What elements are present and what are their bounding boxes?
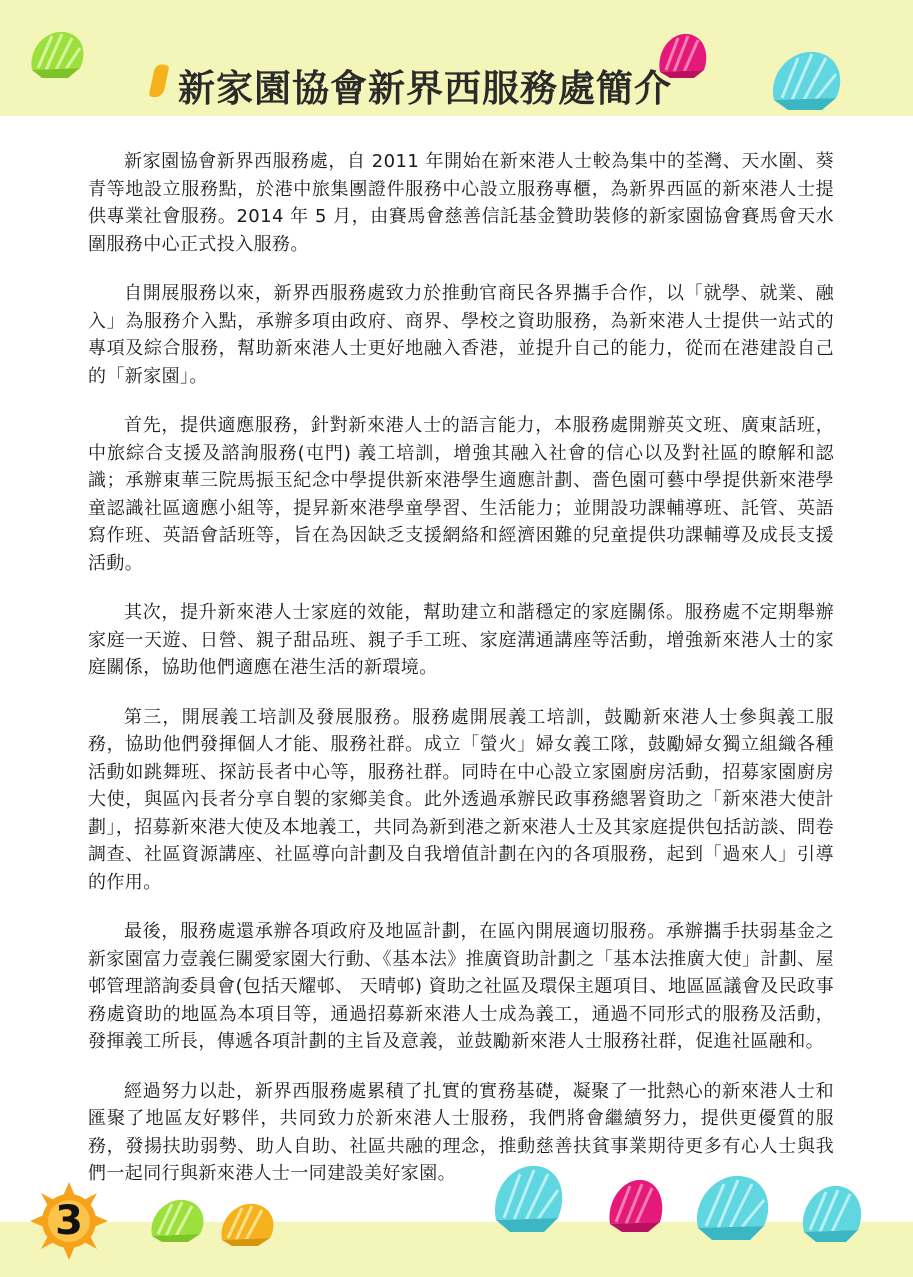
paragraph-conclusion: 經過努力以赴，新界西服務處累積了扎實的實務基礎，凝聚了一批熱心的新來港人士和匯聚了地區友好夥伴，共同致力於新來港人士服務，我們將會繼續努力，提供更優質的服務，發揚扶助弱勢、助人自助、社區共融的理念，推動慈善扶貧事業期待更多有心人士與我們一起同行與新來港人士一同建設美好家園。 (88, 1080, 834, 1184)
paragraph-volunteer: 第三，開展義工培訓及發展服務。服務處開展義工培訓，鼓勵新來港人士參與義工服務，協助他們發揮個人才能、服務社群。成立「螢火」婦女義工隊，鼓勵婦女獨立組織各種活動如跳舞班、探訪長者中心等，服務社群。同時在中心設立家園廚房活動，招募家園廚房大使，與區內長者分享自製的家鄉美食。此外透過承辦民政事務總署資助之「新來港大使計劃」，招募新來港大使及本地義工，共同為新到港之新來港人士及其家庭提供包括訪談、問卷調查、社區資源講座、社區導向計劃及自我增值計劃在內的各項服務，起到「過來人」引導的作用。 (88, 706, 834, 893)
page-title: 新家園協會新界西服務處簡介 (178, 67, 672, 110)
seashell-icon (796, 1182, 868, 1244)
seashell-icon (146, 1196, 208, 1244)
paragraph-family: 其次，提升新來港人士家庭的效能，幫助建立和諧穩定的家庭關係。服務處不定期舉辦家庭一天遊、日營、親子甜品班、親子手工班、家庭溝通講座等活動，增強新來港人士的家庭關係，協助他們適應在港生活的新環境。 (88, 602, 834, 678)
paragraph-intro: 新家園協會新界西服務處，自 2011 年開始在新來港人士較為集中的荃灣、天水圍、葵青等地設立服務點，於港中旅集團證件服務中心設立服務專櫃，為新界西區的新來港人士提供專業社會服務。2014 年 5 月，由賽馬會慈善信託基金贊助裝修的新家園協會賽馬會天水圍服務中心正式投入服務。 (88, 151, 834, 255)
seashell-icon (688, 1170, 776, 1242)
paragraph-adaptation: 首先，提供適應服務，針對新來港人士的語言能力，本服務處開辦英文班、廣東話班，中旅綜合支援及諮詢服務(屯門) 義工培訓，增強其融入社會的信心以及對社區的瞭解和認識；承辦東華三院馬振玉紀念中學提供新來港學生適應計劃、嗇色園可藝中學提供新來港學童認識社區適應小組等，提昇新來港學童學習、生活能力；並開設功課輔導班、託管、英語寫作班、英語會話班等，旨在為因缺乏支援網絡和經濟困難的兒童提供功課輔導及成長支援活動。 (88, 415, 834, 574)
seashell-icon (216, 1200, 278, 1248)
paragraph-programs: 最後，服務處還承辦各項政府及地區計劃，在區內開展適切服務。承辦攜手扶弱基金之新家園富力壹義仨關愛家園大行動、《基本法》推廣資助計劃之「基本法推廣大使」計劃、屋邨管理諮詢委員會(包括天耀邨、 天晴邨) 資助之社區及環保主題項目、地區區議會及民政事務處資助的地區為本項目等，通過招募新來港人士成為義工，通過不同形式的服務及活動，發揮義工所長，傳遞各項計劃的主旨及意義，並鼓勵新來港人士服務社群，促進社區融和。 (88, 921, 834, 1052)
seashell-icon (24, 26, 90, 80)
body-text (88, 148, 834, 1210)
seashell-icon (486, 1160, 570, 1234)
seashell-icon (604, 1176, 668, 1234)
paragraph-mission: 自開展服務以來，新界西服務處致力於推動官商民各界攜手合作，以「就學、就業、融入」為服務介入點，承辦多項由政府、商界、學校之資助服務，為新來港人士提供一站式的專項及綜合服務，幫助新來港人士更好地融入香港，並提升自己的能力，從而在港建設自己的「新家園」。 (88, 283, 834, 387)
page-number: 3 (55, 1198, 83, 1244)
footer-band (0, 1222, 913, 1277)
